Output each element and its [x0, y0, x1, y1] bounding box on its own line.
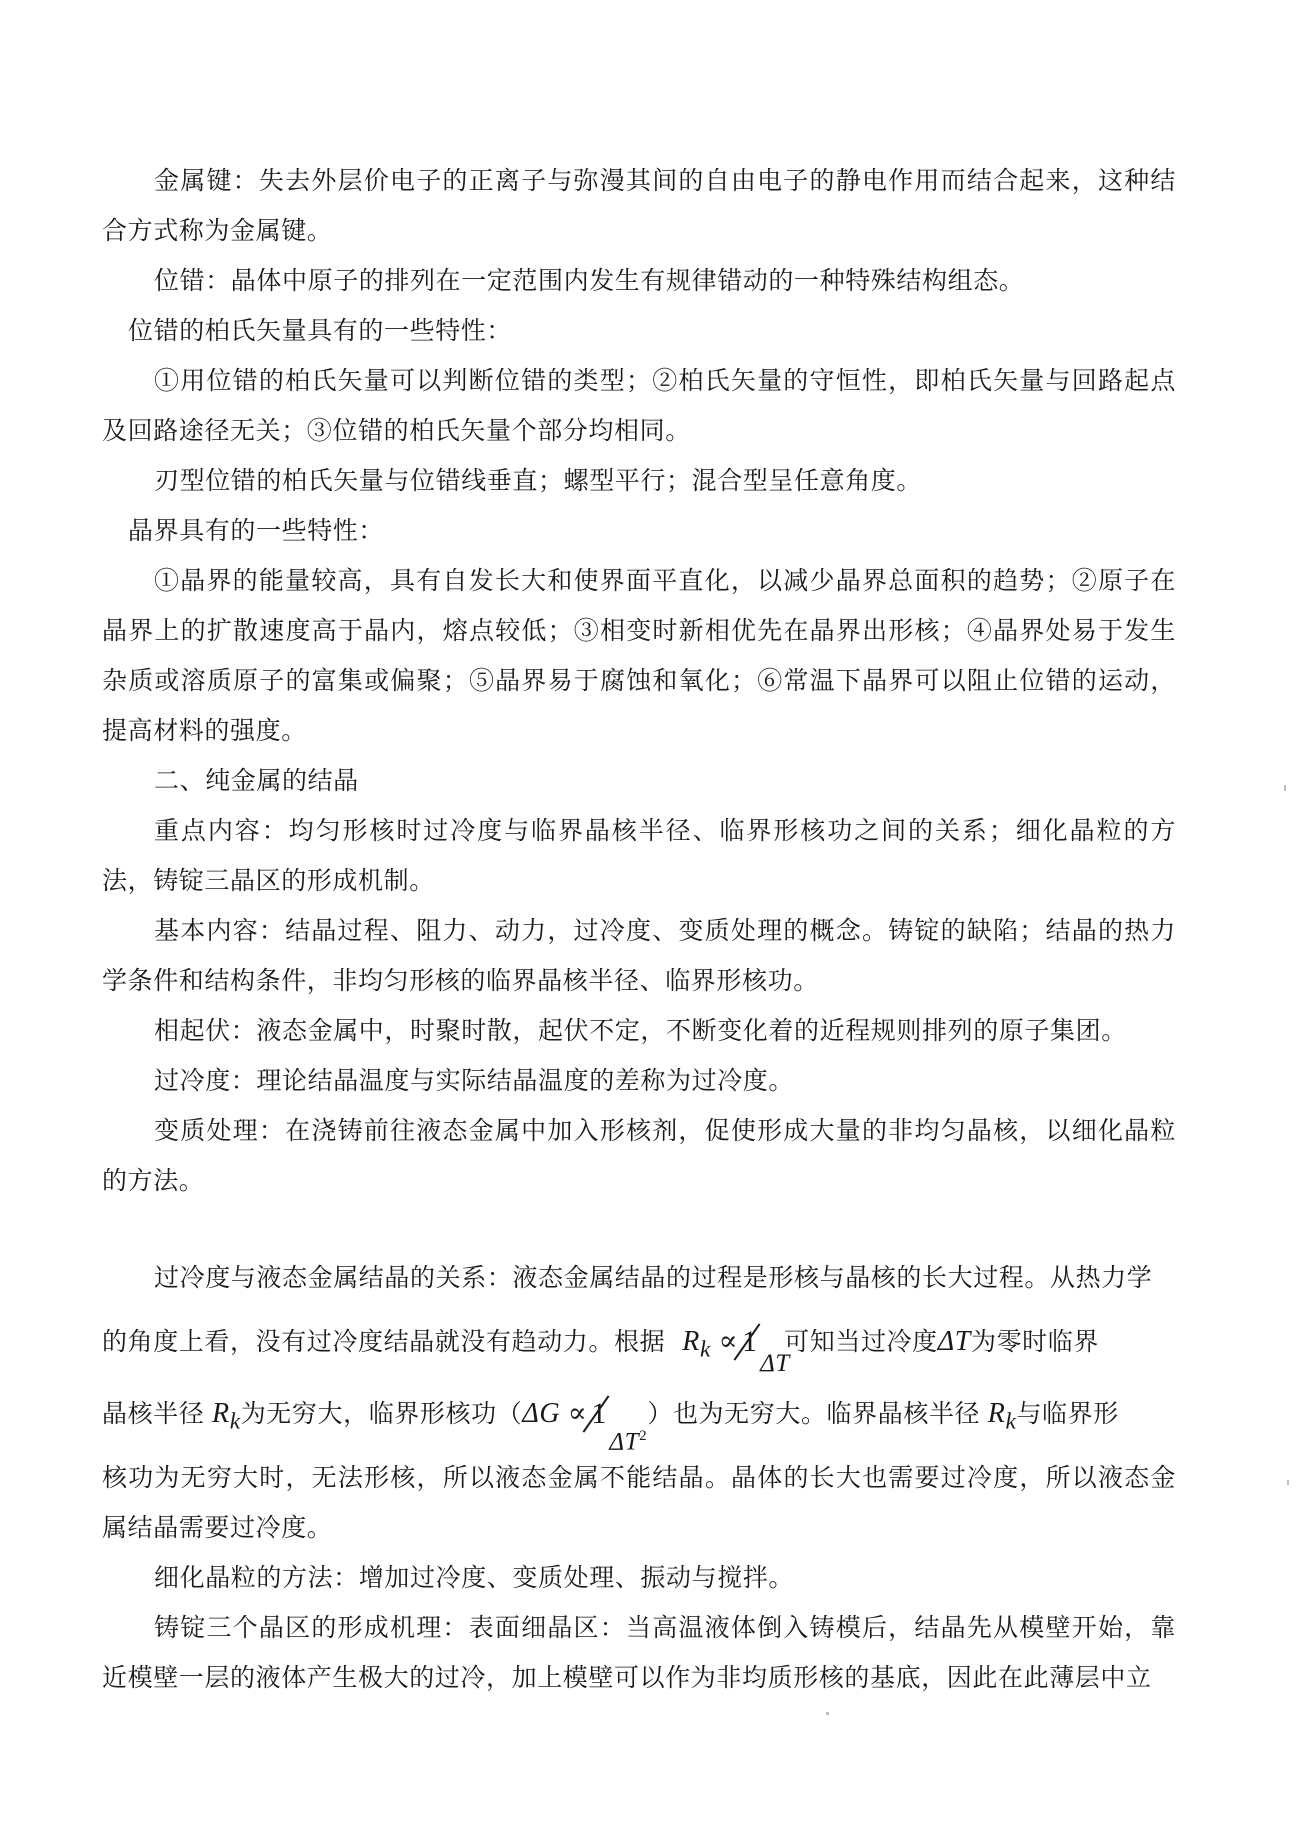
relation-text: 晶核半径 — [102, 1398, 205, 1428]
scan-speck — [826, 1712, 829, 1715]
paragraph-undercooling-relation — [102, 1246, 1176, 1553]
page-content — [102, 156, 1176, 1703]
relation-line-1: 过冷度与液态金属结晶的关系：液态金属结晶的过程是形核与晶核的长大过程。从热力学 — [154, 1263, 1153, 1292]
rk-symbol: $R_k$ — [212, 1397, 241, 1435]
paragraph-grain-refinement: 细化晶粒的方法：增加过冷度、变质处理、振动与搅拌。 — [154, 1563, 795, 1593]
rk-symbol: $R_k$ — [987, 1397, 1017, 1435]
scan-speck — [1284, 785, 1286, 791]
paragraph-basic-content: 基本内容：结晶过程、阻力、动力，过冷度、变质处理的概念。铸锭的缺陷；结晶的热力学条件和结构条件，非均匀形核的临界晶核半径、临界形核功。 — [102, 916, 1176, 995]
paragraph-dislocation-types: 刃型位错的柏氏矢量与位错线垂直；螺型平行；混合型呈任意角度。 — [154, 466, 923, 495]
formula-critical-work: ΔG ∝ 1 $\Delta T^2$ — [522, 1398, 647, 1429]
delta-t-symbol: ΔT — [937, 1326, 971, 1357]
paragraph-grain-boundary-list: ①晶界的能量较高，具有自发长大和使界面平直化，以减少晶界总面积的趋势；②原子在晶界上的扩散速度高于晶内，熔点较低；③相变时新相优先在晶界出形核；④晶界处易于发生杂质或溶质原子的富集或偏聚；⑤晶界易于腐蚀和氧化；⑥常温下晶界可以阻止位错的运动，提高材料的强度。 — [102, 566, 1176, 745]
relation-text: ）也为无穷大。临界晶核半径 — [647, 1398, 981, 1428]
paragraph-undercooling: 过冷度：理论结晶温度与实际结晶温度的差称为过冷度。 — [154, 1066, 795, 1095]
relation-rest: 核功为无穷大时，无法形核，所以液态金属不能结晶。晶体的长大也需要过冷度，所以液态金属结晶需要过冷度。 — [102, 1463, 1176, 1543]
relation-text: 可知当过冷度 — [784, 1327, 938, 1356]
heading-grain-boundary-properties: 晶界具有的一些特性： — [128, 516, 385, 545]
paragraph-modification: 变质处理：在浇铸前往液态金属中加入形核剂，促使形成大量的非均匀晶核，以细化晶粒的方法。 — [102, 1116, 1176, 1195]
relation-text: 为无穷大，临界形核功（ — [240, 1398, 523, 1428]
scan-speck — [1287, 1480, 1289, 1485]
relation-line-3 — [102, 1382, 1176, 1454]
paragraph-phase-fluctuation: 相起伏：液态金属中，时聚时散，起伏不定，不断变化着的近程规则排列的原子集团。 — [154, 1016, 1127, 1045]
paragraph-burgers-vector-list: ①用位错的柏氏矢量可以判断位错的类型；②柏氏矢量的守恒性，即柏氏矢量与回路起点及回路途径无关；③位错的柏氏矢量个部分均相同。 — [102, 366, 1176, 445]
paragraph-metallic-bond: 金属键：失去外层价电子的正离子与弥漫其间的自由电子的静电作用而结合起来，这种结合方式称为金属键。 — [102, 166, 1176, 245]
paragraph-gap — [102, 1206, 1176, 1246]
relation-text: 的角度上看，没有过冷度结晶就没有趋动力。根据 — [102, 1327, 666, 1356]
relation-line-2 — [102, 1310, 1176, 1382]
fraction: 1 ΔT — [738, 1318, 784, 1368]
fraction: 1 $\Delta T^2$ — [587, 1390, 647, 1440]
paragraph-dislocation: 位错：晶体中原子的排列在一定范围内发生有规律错动的一种特殊结构组态。 — [154, 266, 1025, 295]
paragraph-ingot-zones: 铸锭三个晶区的形成机理：表面细晶区：当高温液体倒入铸模后，结晶先从模壁开始，靠近模壁一层的液体产生极大的过冷，加上模壁可以作为非均质形核的基底，因此在此薄层中立 — [102, 1613, 1176, 1693]
formula-critical-radius: $R_k$ ∝ 1 ΔT — [682, 1326, 784, 1357]
relation-text: 与临界形 — [1016, 1398, 1119, 1428]
paragraph-key-content: 重点内容：均匀形核时过冷度与临界晶核半径、临界形核功之间的关系；细化晶粒的方法，铸锭三晶区的形成机制。 — [102, 816, 1176, 895]
heading-burgers-vector-properties: 位错的柏氏矢量具有的一些特性： — [128, 316, 513, 345]
relation-text: 为零时临界 — [970, 1327, 1099, 1356]
section-heading-crystallization: 二、纯金属的结晶 — [154, 766, 359, 795]
